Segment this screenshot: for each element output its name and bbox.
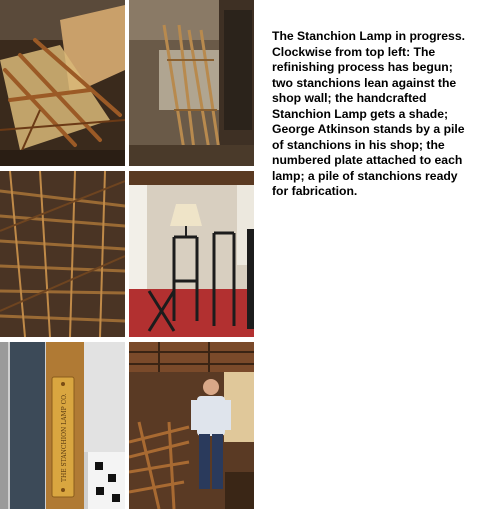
photo-stanchions-against-wall bbox=[129, 0, 254, 166]
photo-pile-of-stanchions bbox=[0, 171, 125, 337]
photo-refinishing bbox=[0, 0, 125, 166]
photo-caption: The Stanchion Lamp in progress. Clockwise from top left: The refinishing process has begun; two stanchions lean against the shop wall; the handcrafted Stanchion Lamp gets a shade; George Atkinson stands by a pile of stanchions in his shop; the numbered plate attached to each lamp; a pile of stanchions ready for fabrication. bbox=[272, 29, 465, 198]
nameplate-text: THE STANCHION LAMP CO. bbox=[61, 393, 68, 482]
photo-lamp-with-shade bbox=[129, 171, 254, 337]
photo-numbered-plate bbox=[0, 342, 125, 509]
photo-george-atkinson bbox=[129, 342, 254, 509]
